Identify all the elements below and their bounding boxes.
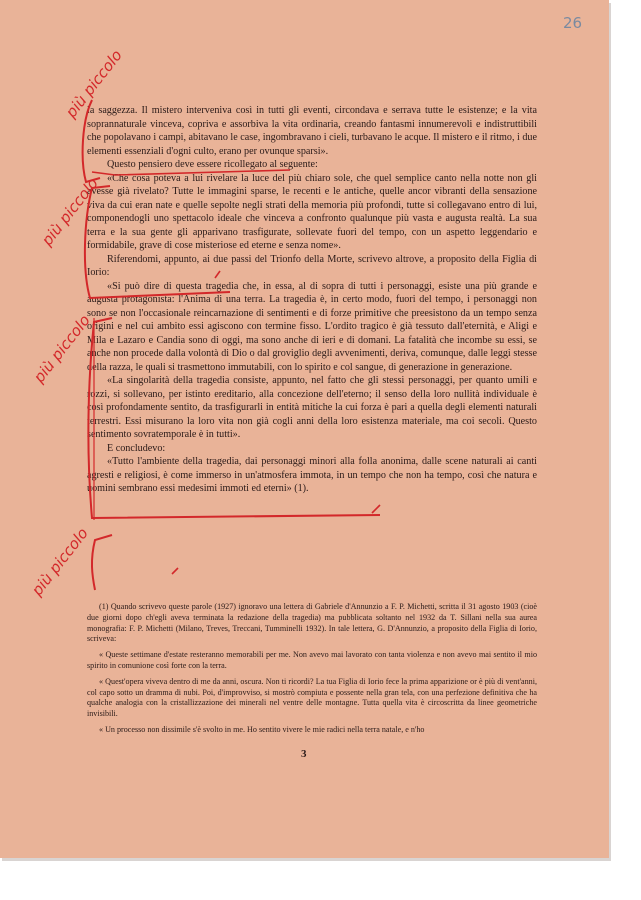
paragraph-4: Riferendomi, appunto, ai due passi del Trionfo della Morte, scrivevo altrove, a proposito della Figlia di Iorio:: [87, 253, 537, 278]
paragraph-3: «Che cosa poteva a lui rivelare la luce del più chiaro sole, che quel semplice canto nella notte non gli avesse già rivelato? Tutte le immagini sparse, le recenti e le antiche, quelle ancor vibranti della sensazione viva da cui eran nate e quelle sepolte negli strati della memoria più profondi, tutte si collegavano entro di lui, componendogli uno spettacolo ideale che vinceva a confronto qualunque più vasta e augusta realtà. La sua terra e la sua gente gli apparivano trasfigurate, sollevate fuori del tempo, con un aspetto leggendario e formidabile, grave di cose misteriose ed eterne e senza nome».: [87, 172, 537, 251]
footnote-quote-2: « Quest'opera viveva dentro di me da anni, oscura. Non ti ricordi? La tua Figlia di Iorio fece la prima apparizione or è più di vent'anni, col capo sotto un dramma di nubi. Poi, d'improvviso, si mostrò compiuta e possente nella gran tela, con una perfezione definitiva che ha qualche analogia con la cristallizzazione dei minerali nel ventre delle montagne. Tutta quella vita è circoscritta da linee geometriche invisibili.: [87, 676, 537, 719]
page-number: 3: [301, 748, 307, 760]
footnote-1: (1) Quando scrivevo queste parole (1927) ignoravo una lettera di Gabriele d'Annunzio a F. P. Michetti, scritta il 31 agosto 1903 (cioè due giorni dopo ch'egli aveva terminata la redazione della tragedia) ma pubblicata soltanto nel 1932 da T. Sillani nella sua aurea monografia: F. P. Michetti (Milano, Treves, Treccani, Tumminelli 1932). In tale lettera, G. D'Annunzio, a proposito della Figlia di Iorio, scriveva:: [87, 602, 537, 644]
quote-mark-3: [172, 568, 178, 574]
bracket-1: [83, 100, 100, 182]
paragraph-5: «Si può dire di questa tragedia che, in essa, al di sopra di tutti i personaggi, esiste una più grande e augusta protagonista: l'Anima di una terra. La tragedia è, in certo modo, fuori del tempo, i personaggi non sono se non l'occasionale reincarnazione di sentimenti e di forze primitive che preesistono da un tempo senza origini e nel cui ambito essi agiscono con termine fisso. L'ordito tragico è già tessuto dall'eternità, e Aligi e Mila e Lazaro e Candia sono di oggi, ma sono anche di ieri e di domani. La fatalità che incombe su essi, se anche non procede dalla volontà di Dio o dal groviglio degli avvenimenti, deriva, comunque, dalle leggi stesse della razza, le quali si trasmettono immutabili, con lo spirito e col sangue, di generazione in generazione.: [87, 280, 537, 373]
footnote-quote-3: « Un processo non dissimile s'è svolto in me. Ho sentito vivere le mie radici nella terra natale, e n'ho: [99, 724, 425, 734]
bracket-2: [85, 186, 230, 298]
paragraph-7: E concludevo:: [107, 442, 166, 454]
bracket-4: [92, 535, 112, 590]
paragraph-6: «La singolarità della tragedia consiste, appunto, nel fatto che gli stessi personaggi, per quanto umili e rozzi, si sollevano, per istinto ereditario, alla concezione dell'eterno; il senso della loro nullità individuale è così profondamente sentito, da trasfigurarli in entità mitiche la cui forza è pari a quella degli elementi naturali terrestri. Essi misurano la loro vita non già cogli anni della loro esistenza materiale, ma coi secoli. Questo sentimento sovratemporale è in tutti».: [87, 375, 537, 440]
bracket-3: [88, 318, 380, 518]
annotation-piu-piccolo-1: più piccolo: [62, 46, 126, 122]
annotation-piu-piccolo-3: più piccolo: [30, 311, 94, 387]
paragraph-8: «Tutto l'ambiente della tragedia, dai personaggi minori alla folla anonima, dalle scene naturali ai canti agresti e religiosi, è come immerso in un'atmosfera immota, in un tempo che non ha tempo, così che natura e uomini sembrano essi medesimi immoti ed eterni» (1).: [87, 456, 537, 494]
footnote-quote-1: « Queste settimane d'estate resteranno memorabili per me. Non avevo mai lavorato con tanta violenza e non avevo mai sentito il mio spirito in comunione così forte con la terra.: [87, 650, 537, 670]
annotation-piu-piccolo-2: più piccolo: [38, 174, 102, 250]
paragraph-2: Questo pensiero deve essere ricollegato al seguente:: [107, 159, 318, 170]
quote-mark-2: [215, 271, 220, 278]
annotation-piu-piccolo-4: più piccolo: [28, 524, 92, 600]
quote-mark-1: [372, 505, 380, 513]
underline-1: [92, 170, 290, 175]
handwritten-page-number: 26: [563, 14, 583, 32]
paragraph-1: la saggezza. Il mistero interveniva così in tutti gli eventi, circondava e serrava tutte le esistenze; e la vita soprannaturale vinceva, copriva e assorbiva la vita ordinaria, creando fantasmi innumerevoli e indistruttibili che popolavano i campi, abitavano le case, ingombravano i cieli, turbavano le acque. Il mistero e il ritmo, i due elementi essenziali d'ogni culto, erano per ovunque sparsi».: [87, 105, 537, 157]
